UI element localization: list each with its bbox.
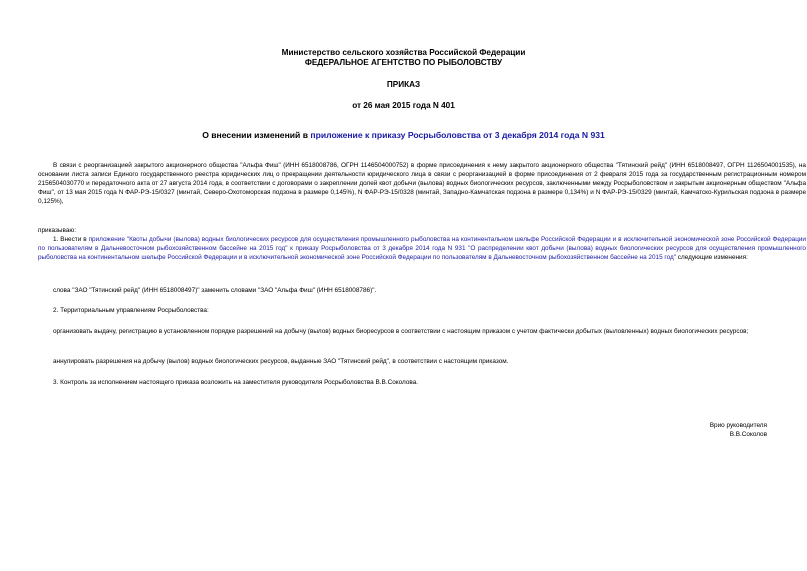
document-title	[0, 130, 807, 141]
item-1-paragraph	[38, 235, 806, 262]
title-prefix: О внесении изменений в	[202, 130, 311, 140]
item-1-link[interactable]: приложение "Квоты добычи (вылова) водных биологических ресурсов для осуществления промышленного рыболовства на континентальном шельфе Российской Федерации и в исключительной экономической зоне Российской Федерации по пользователям в Дальневосточном рыбохозяйственном бассейне на 2015 год" к приказу Росрыболовства от 3 декабря 2014 года N 931 "О распределении квот добычи (вылова) водных биологических ресурсов для осуществления промышленного рыболовства на континентальном шельфе Российской Федерации и в исключительной экономической зоне Российской Федерации по пользователям в Дальневосточном рыбохозяйственном бассейне на 2015 год"	[38, 236, 807, 261]
item-1-prefix: 1. Внести в	[53, 236, 89, 243]
title-link[interactable]: приложение к приказу Росрыболовства от 3 декабря 2014 года N 931	[310, 130, 605, 140]
agency-name: ФЕДЕРАЛЬНОЕ АГЕНТСТВО ПО РЫБОЛОВСТВУ	[304, 58, 503, 67]
preamble-paragraph: В связи с реорганизацией закрытого акционерного общества "Альфа Фиш" (ИНН 6518008786, ОГРН 1146504000752) в форме присоединения к нему закрытого акционерного общества "Тятинский рейд" (ИНН 6518008497, ОГРН 1126504001535), на основании листа записи Единого государственного реестра юридических лиц о прекращении деятельности юридического лица в связи с реорганизацией в форме присоединения от 2 февраля 2015 года за государственным регистрационным номером 2156504030770 и передаточного акта от 27 августа 2014 года, в соответствии с договорами о закреплении долей квот добычи (вылова) водных биологических ресурсов, заключенными между Росрыболовством и закрытым акционерным обществом "Альфа Фиш", от 13 мая 2015 года N ФАР-РЭ-15/0327 (минтай, Северо-Охотоморская подзона в размере 0,145%), N ФАР-РЭ-15/0328 (минтай, Западно-Камчатская подзона в размере 0,134%) и N ФАР-РЭ-15/0329 (минтай, Камчатско-Курильская подзона в размере 0,125%),	[38, 162, 806, 205]
item-1-suffix: следующие изменения:	[676, 254, 748, 261]
signature-name: В.В.Соколов	[729, 431, 767, 438]
ministry-name: Министерство сельского хозяйства Российской Федерации	[281, 48, 526, 57]
order-word: приказываю:	[38, 227, 76, 234]
item-1-change: слова "ЗАО "Тятинский рейд" (ИНН 6518008497)" заменить словами "ЗАО "Альфа Фиш" (ИНН 6518008786)".	[53, 287, 377, 294]
item-3-paragraph: 3. Контроль за исполнением настоящего приказа возложить на заместителя руководителя Росрыболовства В.В.Соколова.	[53, 379, 419, 386]
item-2-annul: аннулировать разрешения на добычу (вылов) водных биологических ресурсов, выданные ЗАО "Тятинский рейд", в соответствии с настоящим приказом.	[53, 358, 509, 365]
item-2-organize: организовать выдачу, регистрацию в установленном порядке разрешений на добычу (вылов) водных биоресурсов в соответствии с настоящим приказом с учетом фактически добытых (выловленных) водных биологических ресурсов;	[53, 328, 749, 335]
signature-position: Врио руководителя	[709, 422, 767, 429]
document-date-number: от 26 мая 2015 года N 401	[352, 101, 455, 110]
item-2-heading: 2. Территориальным управлениям Росрыболовства:	[53, 307, 209, 314]
document-type: ПРИКАЗ	[386, 80, 421, 89]
